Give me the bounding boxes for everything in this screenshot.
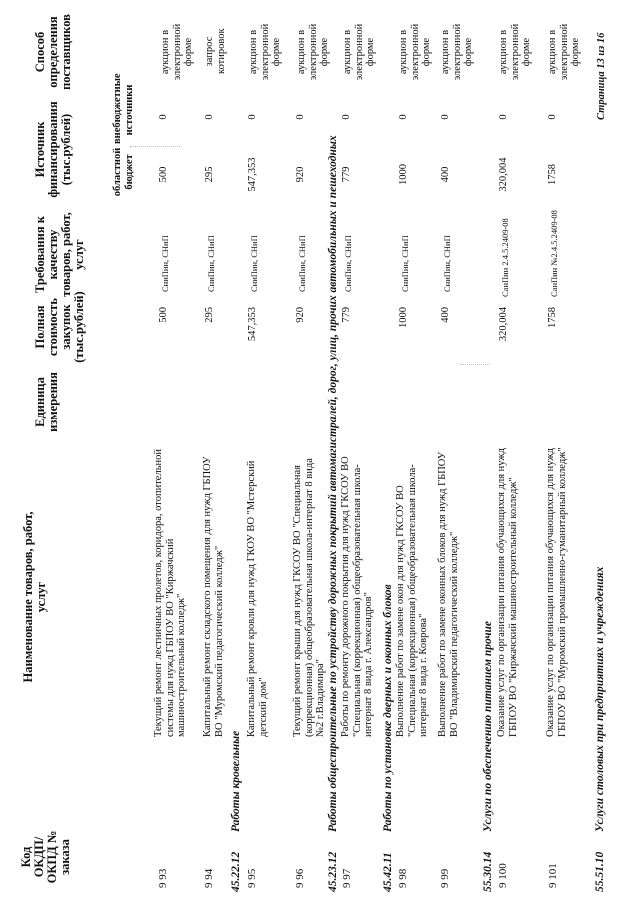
section-title: Услуги столовых при предприятиях и учреждениях <box>594 566 606 832</box>
row-93-code: 9 93 <box>157 868 169 888</box>
scan-mark <box>460 364 490 365</box>
row-101-code: 9 101 <box>547 863 559 888</box>
scan-mark <box>130 146 180 147</box>
row-99-method: аукцион в электронной форме <box>440 23 474 81</box>
row-100-req: СанПин 2.4.5.2409-08 <box>500 218 510 297</box>
row-94-regional: 295 <box>204 166 215 183</box>
row-94-method: запрос котировок <box>204 28 227 74</box>
row-93-method: аукцион в электронной форме <box>160 23 194 81</box>
header-method: Способ определения поставщиков <box>33 14 73 90</box>
row-95-regional: 547,353 <box>247 157 258 192</box>
row-100-name: Оказание услуг по организации питания обучающихся для нужд ГБПОУ ВО "Киржачский машиностроительный колледж" <box>496 447 519 737</box>
header-source-extra: внебюджетные источники <box>112 73 135 144</box>
header-cost: Полная стоимость закупок (тыс.рублей) <box>33 291 86 363</box>
row-96-name: Текущий ремонт крыши для нужд ГКСОУ ВО "Специальная (коррекционная) общеобразовательная школа-интернат 8 вида №2 г.Владимира" <box>292 458 326 737</box>
row-98-cost: 1000 <box>398 307 409 328</box>
section-code: 55.30.14 <box>482 851 494 892</box>
row-94-extra: 0 <box>204 114 215 120</box>
row-100-code: 9 100 <box>497 863 509 888</box>
row-97-regional: 779 <box>341 166 352 183</box>
row-97-cost: 779 <box>341 307 352 323</box>
row-100-extra: 0 <box>498 114 509 120</box>
row-98-req: СниПин, СНиП <box>400 235 410 292</box>
row-96-method: аукцион в электронной форме <box>296 23 330 81</box>
section-title: Работы кровельные <box>230 730 242 832</box>
section-code: 45.22.12 <box>230 851 242 892</box>
row-100-cost: 320,004 <box>498 307 509 342</box>
row-94-req: СниПин, СНиП <box>206 235 216 292</box>
section-title: Работы общестроительные по устройству дорожных покрытий автомагистралей, дорог, улиц, прочих автомобильных и пешеходных <box>327 135 339 832</box>
section-code: 45.42.11 <box>382 852 394 892</box>
row-101-req: СанПин №2.4.5.2409-08 <box>549 210 559 297</box>
header-name: Наименование товаров, работ, услуг <box>21 511 48 683</box>
row-96-regional: 920 <box>295 166 306 183</box>
row-93-extra: 0 <box>158 114 169 120</box>
row-99-cost: 400 <box>440 307 451 323</box>
row-100-regional: 320,004 <box>498 157 509 192</box>
row-99-regional: 400 <box>440 166 451 183</box>
row-96-cost: 920 <box>295 307 306 323</box>
header-unit: Единица измерения <box>33 372 60 432</box>
row-97-req: СниПин, СНиП <box>343 235 353 292</box>
row-97-name: Работы по ремонту дорожного покрытия для нужд ГКСОУ ВО "Специальная (коррекционная) общеобразовательная школа-интернат 8 вида г. Александров" <box>340 456 374 737</box>
row-101-method: аукцион в электронной форме <box>547 23 581 81</box>
row-95-name: Капитальный ремонт кровли для нужд ГКОУ ВО "Мстерский детский дом" <box>246 460 269 737</box>
row-95-code: 9 95 <box>246 868 258 888</box>
row-99-name: Выполнение работ по замене оконных блоков для нужд ГБПОУ ВО "Владимирский педагогический колледж" <box>437 451 460 737</box>
row-94-cost: 295 <box>204 307 215 323</box>
row-101-name: Оказание услуг по организации питания обучающихся для нужд ГБПОУ ВО "Муромский промышленно-гуманитарный колледж" <box>545 447 568 737</box>
row-98-extra: 0 <box>398 114 409 120</box>
row-99-extra: 0 <box>440 114 451 120</box>
row-101-cost: 1758 <box>547 307 558 328</box>
row-99-code: 9 99 <box>439 868 451 888</box>
row-94-name: Капитальный ремонт складского помещения для нужд ГБПОУ ВО "Муромский педагогический колледж" <box>202 456 225 737</box>
row-100-method: аукцион в электронной форме <box>498 23 532 81</box>
row-98-name: Выполнение работ по замене окон для нужд ГКСОУ ВО "Специальная (коррекционная) общеобразовательная школа-интернат 8 вида г. Коврова" <box>395 464 429 737</box>
row-95-req: СниПин, СНиП <box>249 235 259 292</box>
row-93-regional: 500 <box>158 166 169 183</box>
row-97-code: 9 97 <box>341 868 353 888</box>
row-97-extra: 0 <box>341 114 352 120</box>
row-99-req: СниПин, СНиП <box>442 235 452 292</box>
row-95-method: аукцион в электронной форме <box>248 23 282 81</box>
section-code: 55.51.10 <box>594 851 606 892</box>
row-96-code: 9 96 <box>294 868 306 888</box>
row-93-cost: 500 <box>158 307 169 323</box>
row-97-method: аукцион в электронной форме <box>342 23 376 81</box>
row-98-code: 9 98 <box>397 868 409 888</box>
row-96-req: СниПин, СНиП <box>297 235 307 292</box>
row-101-extra: 0 <box>547 114 558 120</box>
header-source: Источник финансирования (тыс.рублей) <box>33 101 73 198</box>
row-98-method: аукцион в электронной форме <box>398 23 432 81</box>
section-title: Работы по установке дверных и оконных блоков <box>382 584 394 832</box>
row-96-extra: 0 <box>295 114 306 120</box>
header-code: Код ОКДП/ ОКПД № заказа <box>19 830 72 884</box>
rotated-table-sheet <box>20 12 630 892</box>
row-95-cost: 547,353 <box>247 307 258 342</box>
row-94-code: 9 94 <box>203 868 215 888</box>
row-93-req: СниПин, СНиП <box>160 235 170 292</box>
section-code: 45.23.12 <box>327 851 339 892</box>
header-source-regional: областной бюджет <box>112 147 135 197</box>
row-101-regional: 1758 <box>547 164 558 185</box>
page-number: Страница 13 из 16 <box>596 32 607 120</box>
row-95-extra: 0 <box>247 114 258 120</box>
header-requirements: Требования к качеству товаров, работ, услуг <box>33 212 86 297</box>
row-93-name: Текущий ремонт лестничных пролетов, коридора, отопительной системы для нужд ГБПОУ ВО "Киржачский машиностроительный колледж" <box>153 449 187 737</box>
section-title: Услуги по обеспечению питанием прочие <box>482 620 494 832</box>
row-98-regional: 1000 <box>398 164 409 185</box>
